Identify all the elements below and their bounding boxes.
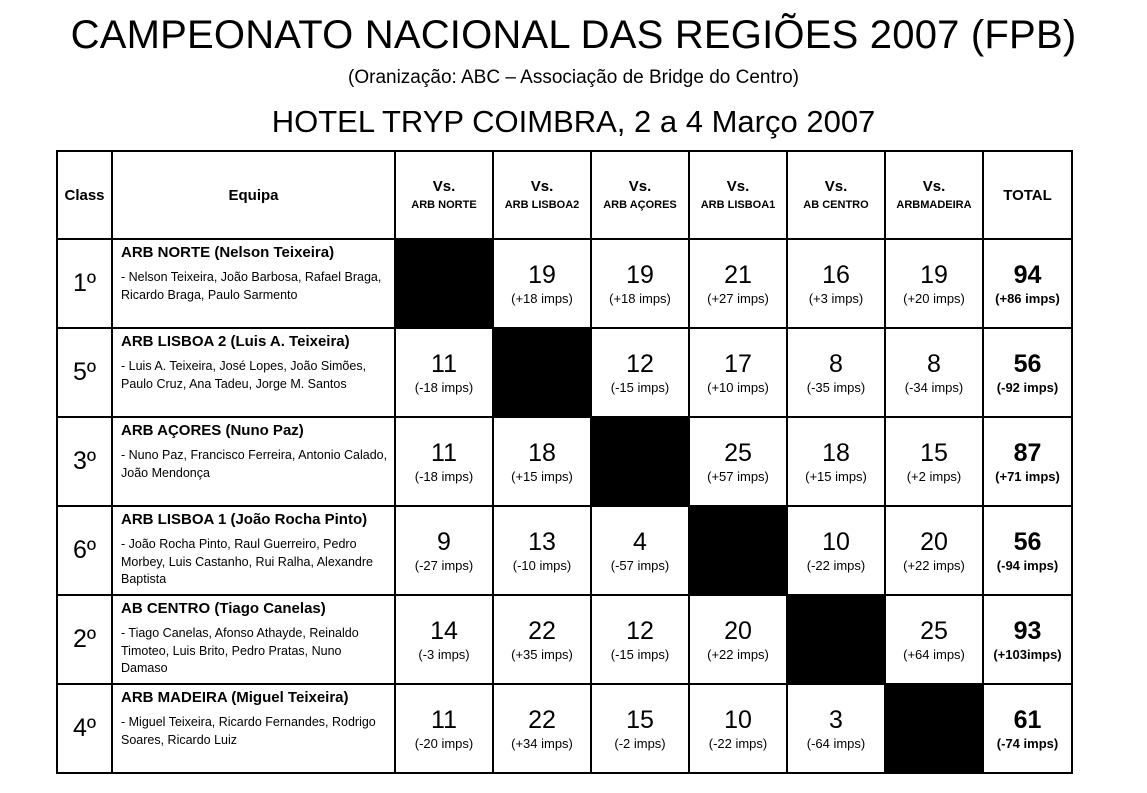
total-points: 56 bbox=[1013, 527, 1042, 556]
opponent-label: ARB NORTE bbox=[411, 199, 477, 211]
total-cell bbox=[983, 684, 1072, 773]
team-players: - Tiago Canelas, Afonso Athayde, Reinaldo Timoteo, Luis Brito, Pedro Pratas, Nuno Damaso bbox=[121, 626, 359, 675]
opponent-label: ARBMADEIRA bbox=[896, 199, 972, 211]
header-vs-arb-acores bbox=[591, 151, 689, 239]
score-points: 21 bbox=[724, 260, 752, 289]
score-points: 4 bbox=[633, 527, 647, 556]
header-vs-arb-lisboa2 bbox=[493, 151, 591, 239]
score-points: 16 bbox=[822, 260, 850, 289]
score-cell bbox=[493, 595, 591, 684]
score-points: 15 bbox=[626, 705, 654, 734]
header-class: Class bbox=[57, 151, 112, 239]
team-cell bbox=[112, 417, 395, 506]
score-cell bbox=[885, 239, 983, 328]
score-imps: (+64 imps) bbox=[903, 646, 965, 662]
vs-label: Vs. bbox=[922, 178, 946, 195]
vs-label: Vs. bbox=[726, 178, 750, 195]
score-points: 19 bbox=[626, 260, 654, 289]
score-imps: (+20 imps) bbox=[903, 290, 965, 306]
score-cell bbox=[787, 417, 885, 506]
total-imps: (+103imps) bbox=[993, 646, 1062, 662]
header-vs-arb-lisboa1 bbox=[689, 151, 787, 239]
score-points: 25 bbox=[920, 616, 948, 645]
score-cell bbox=[395, 684, 493, 773]
header-vs-ab-centro bbox=[787, 151, 885, 239]
score-points: 13 bbox=[528, 527, 556, 556]
score-imps: (+15 imps) bbox=[805, 468, 867, 484]
total-imps: (-94 imps) bbox=[996, 557, 1059, 573]
score-imps: (+18 imps) bbox=[609, 290, 671, 306]
score-points: 3 bbox=[829, 705, 843, 734]
score-points: 19 bbox=[920, 260, 948, 289]
score-points: 12 bbox=[626, 616, 654, 645]
score-points: 11 bbox=[431, 438, 457, 467]
score-cell bbox=[689, 684, 787, 773]
score-cell bbox=[689, 328, 787, 417]
score-cell bbox=[787, 506, 885, 595]
score-points: 10 bbox=[724, 705, 752, 734]
team-players: - João Rocha Pinto, Raul Guerreiro, Pedro Morbey, Luis Castanho, Rui Ralha, Alexandre Baptista bbox=[121, 537, 373, 586]
score-points: 15 bbox=[920, 438, 948, 467]
header-vs-arb-madeira bbox=[885, 151, 983, 239]
score-cell bbox=[395, 595, 493, 684]
header-vs-arb-norte bbox=[395, 151, 493, 239]
total-imps: (+71 imps) bbox=[995, 468, 1060, 484]
score-cell bbox=[395, 328, 493, 417]
score-imps: (-3 imps) bbox=[418, 646, 470, 662]
score-cell bbox=[493, 684, 591, 773]
score-cell bbox=[493, 239, 591, 328]
score-imps: (+10 imps) bbox=[707, 379, 769, 395]
score-imps: (+57 imps) bbox=[707, 468, 769, 484]
table-row bbox=[57, 417, 1072, 506]
total-imps: (+86 imps) bbox=[995, 290, 1060, 306]
self-match-cell bbox=[591, 417, 689, 506]
standings-table bbox=[56, 150, 1073, 774]
score-points: 17 bbox=[724, 349, 752, 378]
opponent-label: ARB LISBOA1 bbox=[700, 199, 776, 211]
score-imps: (-15 imps) bbox=[610, 646, 670, 662]
team-name: ARB MADEIRA (Miguel Teixeira) bbox=[121, 689, 349, 706]
header-total: TOTAL bbox=[983, 151, 1072, 239]
rank-cell: 2º bbox=[57, 595, 112, 684]
score-cell bbox=[689, 417, 787, 506]
score-cell bbox=[591, 328, 689, 417]
score-imps: (+27 imps) bbox=[707, 290, 769, 306]
score-cell bbox=[493, 506, 591, 595]
total-points: 56 bbox=[1013, 349, 1042, 378]
score-points: 10 bbox=[822, 527, 850, 556]
team-cell bbox=[112, 506, 395, 595]
score-points: 19 bbox=[528, 260, 556, 289]
opponent-label: ARB AÇORES bbox=[603, 199, 677, 211]
score-cell bbox=[885, 595, 983, 684]
score-points: 22 bbox=[528, 705, 556, 734]
header-team: Equipa bbox=[112, 151, 395, 239]
score-points: 20 bbox=[920, 527, 948, 556]
score-points: 18 bbox=[822, 438, 850, 467]
score-points: 8 bbox=[927, 349, 941, 378]
team-players: - Nuno Paz, Francisco Ferreira, Antonio Calado, João Mendonça bbox=[121, 448, 388, 480]
team-players: - Luis A. Teixeira, José Lopes, João Simões, Paulo Cruz, Ana Tadeu, Jorge M. Santos bbox=[121, 359, 367, 391]
score-cell bbox=[591, 506, 689, 595]
total-cell bbox=[983, 239, 1072, 328]
self-match-cell bbox=[395, 239, 493, 328]
header-row bbox=[57, 151, 1072, 239]
venue-heading: HOTEL TRYP COIMBRA, 2 a 4 Março 2007 bbox=[271, 104, 876, 139]
score-cell bbox=[591, 239, 689, 328]
vs-label: Vs. bbox=[432, 178, 456, 195]
team-players: - Miguel Teixeira, Ricardo Fernandes, Rodrigo Soares, Ricardo Luiz bbox=[121, 715, 376, 747]
score-cell bbox=[395, 417, 493, 506]
score-points: 20 bbox=[724, 616, 752, 645]
score-imps: (+22 imps) bbox=[707, 646, 769, 662]
score-imps: (+35 imps) bbox=[511, 646, 573, 662]
score-points: 11 bbox=[431, 349, 457, 378]
score-imps: (-57 imps) bbox=[610, 557, 670, 573]
score-imps: (-15 imps) bbox=[610, 379, 670, 395]
score-points: 12 bbox=[626, 349, 654, 378]
total-imps: (-74 imps) bbox=[996, 735, 1059, 751]
opponent-label: ARB LISBOA2 bbox=[504, 199, 580, 211]
score-imps: (+34 imps) bbox=[511, 735, 573, 751]
total-cell bbox=[983, 417, 1072, 506]
team-name: ARB AÇORES (Nuno Paz) bbox=[121, 422, 304, 439]
table-row bbox=[57, 684, 1072, 773]
score-cell bbox=[885, 328, 983, 417]
score-imps: (-22 imps) bbox=[708, 735, 768, 751]
score-cell bbox=[689, 239, 787, 328]
team-cell bbox=[112, 684, 395, 773]
score-imps: (+22 imps) bbox=[903, 557, 965, 573]
score-imps: (-20 imps) bbox=[414, 735, 474, 751]
team-name: AB CENTRO (Tiago Canelas) bbox=[121, 600, 326, 617]
score-imps: (-10 imps) bbox=[512, 557, 572, 573]
self-match-cell bbox=[689, 506, 787, 595]
score-cell bbox=[787, 684, 885, 773]
opponent-label: AB CENTRO bbox=[803, 199, 869, 211]
total-points: 61 bbox=[1013, 705, 1042, 734]
score-cell bbox=[689, 595, 787, 684]
total-cell bbox=[983, 328, 1072, 417]
score-imps: (-34 imps) bbox=[904, 379, 964, 395]
organizer-subtitle: (Oranização: ABC – Associação de Bridge do Centro) bbox=[348, 67, 799, 88]
page-title: CAMPEONATO NACIONAL DAS REGIÕES 2007 (FPB) bbox=[70, 13, 1077, 57]
score-cell bbox=[885, 417, 983, 506]
score-imps: (+2 imps) bbox=[906, 468, 962, 484]
rank-cell: 1º bbox=[57, 239, 112, 328]
team-cell bbox=[112, 328, 395, 417]
total-points: 93 bbox=[1013, 616, 1042, 645]
score-points: 25 bbox=[724, 438, 752, 467]
score-cell bbox=[395, 506, 493, 595]
total-points: 87 bbox=[1013, 438, 1042, 467]
vs-label: Vs. bbox=[824, 178, 848, 195]
table-row bbox=[57, 328, 1072, 417]
score-imps: (-27 imps) bbox=[414, 557, 474, 573]
team-name: ARB NORTE (Nelson Teixeira) bbox=[121, 244, 335, 261]
score-imps: (-22 imps) bbox=[806, 557, 866, 573]
team-name: ARB LISBOA 2 (Luis A. Teixeira) bbox=[121, 333, 350, 350]
score-imps: (+15 imps) bbox=[511, 468, 573, 484]
score-imps: (-18 imps) bbox=[414, 379, 474, 395]
team-name: ARB LISBOA 1 (João Rocha Pinto) bbox=[121, 511, 368, 528]
rank-cell: 3º bbox=[57, 417, 112, 506]
score-points: 8 bbox=[829, 349, 843, 378]
vs-label: Vs. bbox=[530, 178, 554, 195]
score-cell bbox=[493, 417, 591, 506]
score-imps: (-2 imps) bbox=[614, 735, 666, 751]
score-cell bbox=[787, 328, 885, 417]
total-points: 94 bbox=[1013, 260, 1042, 289]
score-imps: (-18 imps) bbox=[414, 468, 474, 484]
score-cell bbox=[885, 506, 983, 595]
score-imps: (+3 imps) bbox=[808, 290, 864, 306]
total-cell bbox=[983, 506, 1072, 595]
table-row bbox=[57, 595, 1072, 684]
score-imps: (+18 imps) bbox=[511, 290, 573, 306]
team-cell bbox=[112, 595, 395, 684]
score-cell bbox=[787, 239, 885, 328]
score-cell bbox=[591, 684, 689, 773]
rank-cell: 5º bbox=[57, 328, 112, 417]
score-imps: (-35 imps) bbox=[806, 379, 866, 395]
score-points: 18 bbox=[528, 438, 556, 467]
rank-cell: 4º bbox=[57, 684, 112, 773]
team-players: - Nelson Teixeira, João Barbosa, Rafael Braga, Ricardo Braga, Paulo Sarmento bbox=[121, 270, 382, 302]
vs-label: Vs. bbox=[628, 178, 652, 195]
total-imps: (-92 imps) bbox=[996, 379, 1059, 395]
table-row bbox=[57, 239, 1072, 328]
self-match-cell bbox=[493, 328, 591, 417]
score-points: 11 bbox=[431, 705, 457, 734]
rank-cell: 6º bbox=[57, 506, 112, 595]
self-match-cell bbox=[787, 595, 885, 684]
score-points: 22 bbox=[528, 616, 556, 645]
score-points: 9 bbox=[437, 527, 451, 556]
team-cell bbox=[112, 239, 395, 328]
score-points: 14 bbox=[430, 616, 458, 645]
table-row bbox=[57, 506, 1072, 595]
self-match-cell bbox=[885, 684, 983, 773]
score-imps: (-64 imps) bbox=[806, 735, 866, 751]
total-cell bbox=[983, 595, 1072, 684]
score-cell bbox=[591, 595, 689, 684]
